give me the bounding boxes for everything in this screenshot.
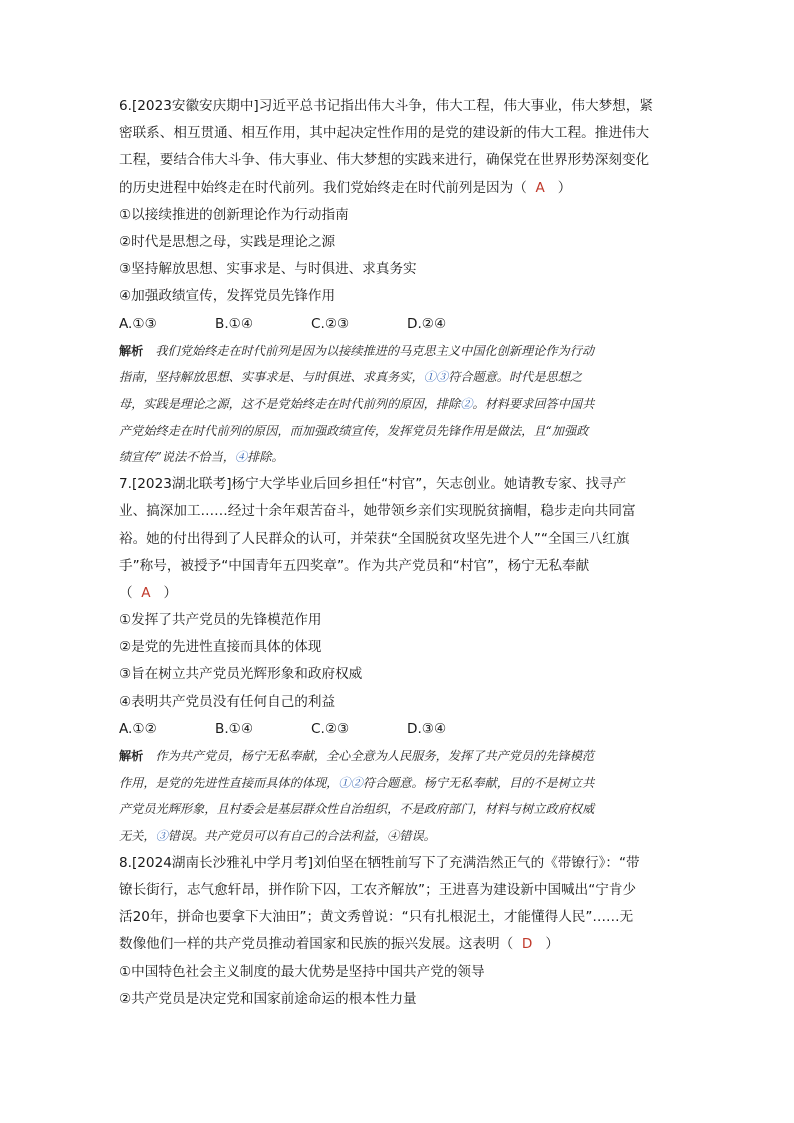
question-8 xyxy=(119,850,679,1013)
question-text-line: 活20年，拼命也要拿下大油田”；黄文秀曾说：“只有扎根泥土，才能懂得人民”……无 xyxy=(119,909,634,926)
question-text-line: 镣长街行，志气愈轩昂，拼作阶下囚，工农齐解放”；王进喜为建设新中国喊出“宁肯少 xyxy=(119,881,637,898)
option-d: D.③④ xyxy=(407,720,447,737)
question-text-line: 密联系、相互贯通、相互作用，其中起决定性作用的是党的建设新的伟大工程。推进伟大 xyxy=(119,125,650,142)
statement-item: ①中国特色社会主义制度的最大优势是坚持中国共产党的领导 xyxy=(119,963,485,980)
question-text-line: 的历史进程中始终走在时代前列。我们党始终走在时代前列是因为（ A ） xyxy=(119,179,572,196)
question-text-line: 6.[2023安徽安庆期中]习近平总书记指出伟大斗争，伟大工程，伟大事业，伟大梦想，紧 xyxy=(119,98,653,114)
question-text-line: 数像他们一样的共产党员推动着国家和民族的振兴发展。这表明（ D ） xyxy=(119,936,559,953)
explanation-line: 无关，③错误。共产党员可以有自己的合法利益，④错误。 xyxy=(119,829,436,844)
option-b: B.①④ xyxy=(215,315,254,332)
answer-options xyxy=(119,311,679,338)
option-b: B.①④ xyxy=(215,720,254,737)
question-text-line: 裕。她的付出得到了人民群众的认可，并荣获“全国脱贫攻坚先进个人”“全国三八红旗 xyxy=(119,530,630,547)
answer-blank: （ A ） xyxy=(119,584,178,601)
statement-item: ④加强政绩宣传，发挥党员先锋作用 xyxy=(119,288,336,305)
statement-item: ①发挥了共产党员的先锋模范作用 xyxy=(119,612,322,629)
statement-item: ②是党的先进性直接而具体的体现 xyxy=(119,639,322,656)
statement-item: ②共产党员是决定党和国家前途命运的根本性力量 xyxy=(119,990,417,1007)
explanation-line: 产党始终走在时代前列的原因，而加强政绩宣传，发挥党员先锋作用是做法，且“加强政 xyxy=(119,423,589,438)
answer-letter: D xyxy=(521,936,533,953)
statement-item: ③旨在树立共产党员光辉形象和政府权威 xyxy=(119,666,363,683)
answer-letter: A xyxy=(535,179,545,196)
question-text-line: 7.[2023湖北联考]杨宁大学毕业后回乡担任“村官”，矢志创业。她请教专家、找寻产 xyxy=(119,476,627,493)
question-7 xyxy=(119,471,679,850)
explanation-line: 绩宣传”说法不恰当，④排除。 xyxy=(119,450,284,465)
question-text-line: 工程，要结合伟大斗争、伟大事业、伟大梦想的实践来进行，确保党在世界形势深刻变化 xyxy=(119,152,650,169)
explanation-label: 解析 xyxy=(119,343,144,358)
explanation-label: 解析 xyxy=(119,749,144,763)
explanation-line: 解析 我们党始终走在时代前列是因为以接续推进的马克思主义中国化创新理论作为行动 xyxy=(119,343,595,358)
statement-item: ④表明共产党员没有任何自己的利益 xyxy=(119,693,336,710)
answer-options xyxy=(119,716,679,743)
explanation-line: 母，实践是理论之源，这不是党始终走在时代前列的原因，排除②。材料要求回答中国共 xyxy=(119,397,595,412)
statement-item: ②时代是思想之母，实践是理论之源 xyxy=(119,233,336,250)
option-a: A.①② xyxy=(119,720,157,737)
question-text-line: 业、搞深加工……经过十余年艰苦奋斗，她带领乡亲们实现脱贫摘帽，稳步走向共同富 xyxy=(119,503,636,520)
statement-item: ③坚持解放思想、实事求是、与时俱进、求真务实 xyxy=(119,261,417,278)
explanation-line: 解析 作为共产党员，杨宁无私奉献，全心全意为人民服务，发挥了共产党员的先锋模范 xyxy=(119,749,595,763)
statement-item: ①以接续推进的创新理论作为行动指南 xyxy=(119,206,349,223)
explanation-line: 作用，是党的先进性直接而具体的体现，①②符合题意。杨宁无私奉献，目的不是树立共 xyxy=(119,775,595,790)
option-a: A.①③ xyxy=(119,315,157,332)
document-page xyxy=(119,93,679,1013)
option-c: C.②③ xyxy=(311,315,350,332)
question-6 xyxy=(119,93,679,471)
explanation-line: 产党员光辉形象，且村委会是基层群众性自治组织，不是政府部门，材料与树立政府权威 xyxy=(119,802,595,817)
option-d: D.②④ xyxy=(407,315,447,332)
answer-letter: A xyxy=(141,584,151,601)
question-text-line: 手”称号，被授予“中国青年五四奖章”。作为共产党员和“村官”，杨宁无私奉献 xyxy=(119,557,590,574)
question-text-line: 8.[2024湖南长沙雅礼中学月考]刘伯坚在牺牲前写下了充满浩然正气的《带镣行》：“带 xyxy=(119,854,640,871)
option-c: C.②③ xyxy=(311,720,350,737)
explanation-line: 指南，坚持解放思想、实事求是、与时俱进、求真务实，①③符合题意。时代是思想之 xyxy=(119,370,583,385)
